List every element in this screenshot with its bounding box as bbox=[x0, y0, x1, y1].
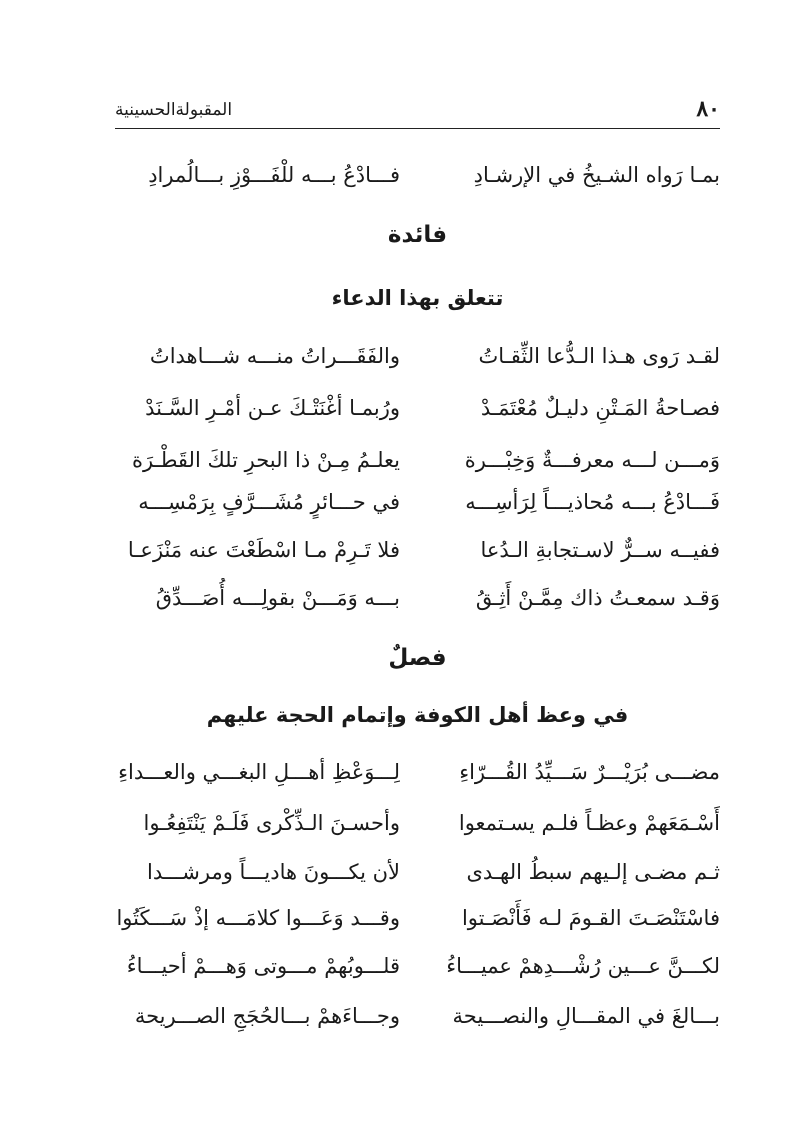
verse-first-hemistich: فاسْتَنْصَـتَ القـومَ لـه فَأَنْصَـتوا bbox=[461, 906, 720, 930]
verse-first-hemistich: لقـد رَوى هـذا الـدُّعا الثِّقـاتُ bbox=[478, 344, 720, 368]
verse-second-hemistich: وقـــد وَعَـــوا كلامَـــه إذْ سَـــكَتُوا bbox=[116, 906, 400, 930]
verse-first-hemistich: أَسْـمَعَهمْ وعظـاً فلـم يسـتمعوا bbox=[458, 811, 720, 835]
verse-line bbox=[115, 852, 720, 892]
verse-second-hemistich: بـــه وَمَـــنْ بقولِـــه أُصَـــدِّقُ bbox=[155, 586, 400, 610]
verse-second-hemistich: وجـــاءَهمْ بـــالحُجَجِ الصـــريحة bbox=[134, 1004, 400, 1028]
verse-line bbox=[115, 440, 720, 480]
section-title: فصلٌ bbox=[388, 645, 447, 671]
verse-line bbox=[115, 530, 720, 570]
verse-second-hemistich: فـــادْعُ بـــه للْفَـــوْزِ بـــالُمرادِ bbox=[148, 163, 400, 187]
verse-line bbox=[115, 946, 720, 986]
verse-second-hemistich: ورُبمـا أغْنَتْـكَ عـن أمْـرِ السَّـنَدْ bbox=[145, 396, 400, 420]
section-title: فائدة bbox=[387, 222, 448, 248]
verse-second-hemistich: قلـــوبُهمْ مـــوتى وَهـــمْ أحيـــاءُ bbox=[126, 954, 400, 978]
verse-second-hemistich: فلا تَـرِمْ مـا اسْطَعْتَ عنه مَنْزَعـا bbox=[127, 538, 400, 562]
verse-line bbox=[115, 996, 720, 1036]
verse-second-hemistich: لأن يكـــونَ هاديـــاً ومرشـــدا bbox=[146, 860, 400, 884]
verse-line bbox=[115, 336, 720, 376]
verse-second-hemistich: في حـــائرٍ مُشَـــرَّفٍ بِرَمْسِـــه bbox=[138, 490, 400, 514]
verse-first-hemistich: فَـــادْعُ بـــه مُحاذيـــاً لِرَأسِـــه bbox=[465, 490, 720, 514]
verse-second-hemistich: والفَقَـــراتُ منـــه شـــاهداتُ bbox=[149, 344, 400, 368]
verse-first-hemistich: مضـــى بُرَيْـــرٌ سَـــيِّدُ القُـــرّاءِ bbox=[459, 760, 720, 784]
verse-first-hemistich: فصـاحةُ المَـتْنِ دليـلٌ مُعْتَمَـدْ bbox=[480, 396, 720, 420]
verse-line bbox=[115, 388, 720, 428]
verse-second-hemistich: يعلـمُ مِـنْ ذا البحرِ تلكَ القَطْـرَة bbox=[131, 448, 400, 472]
verse-line bbox=[115, 578, 720, 618]
verse-first-hemistich: بمـا رَواه الشـيخُ في الإرشـادِ bbox=[473, 163, 720, 187]
page-number: ٨٠ bbox=[696, 96, 720, 122]
verse-line bbox=[115, 898, 720, 938]
verse-line bbox=[115, 752, 720, 792]
verse-line bbox=[115, 155, 720, 195]
page-header bbox=[115, 96, 720, 129]
verse-first-hemistich: لكـــنَّ عـــين رُشْـــدِهمْ عميـــاءُ bbox=[446, 954, 720, 978]
verse-first-hemistich: ففيــه ســرٌّ لاسـتجابةِ الـدُعا bbox=[480, 538, 720, 562]
verse-line bbox=[115, 803, 720, 843]
verse-first-hemistich: وَقـد سمعـتُ ذاك مِمَّـنْ أَثِـقُ bbox=[475, 586, 720, 610]
verse-second-hemistich: وأحسـنَ الـذِّكْرى فَلَـمْ يَنْتَفِعُـوا bbox=[143, 811, 400, 835]
running-title: المقبولةالحسينية bbox=[115, 100, 233, 120]
verse-second-hemistich: لِـــوَعْظِ أهـــلِ البغـــي والعـــداءِ bbox=[118, 760, 400, 784]
verse-first-hemistich: ثـم مضـى إلـيهم سبطُ الهـدى bbox=[466, 860, 720, 884]
verse-line bbox=[115, 482, 720, 522]
verse-first-hemistich: وَمـــن لـــه معرفـــةٌ وَخِبْـــرة bbox=[464, 448, 720, 472]
section-subtitle: تتعلق بهذا الدعاء bbox=[331, 286, 504, 310]
verse-first-hemistich: بـــالغَ في المقـــالِ والنصـــيحة bbox=[452, 1004, 720, 1028]
section-subtitle: في وعظ أهل الكوفة وإتمام الحجة عليهم bbox=[206, 703, 629, 727]
